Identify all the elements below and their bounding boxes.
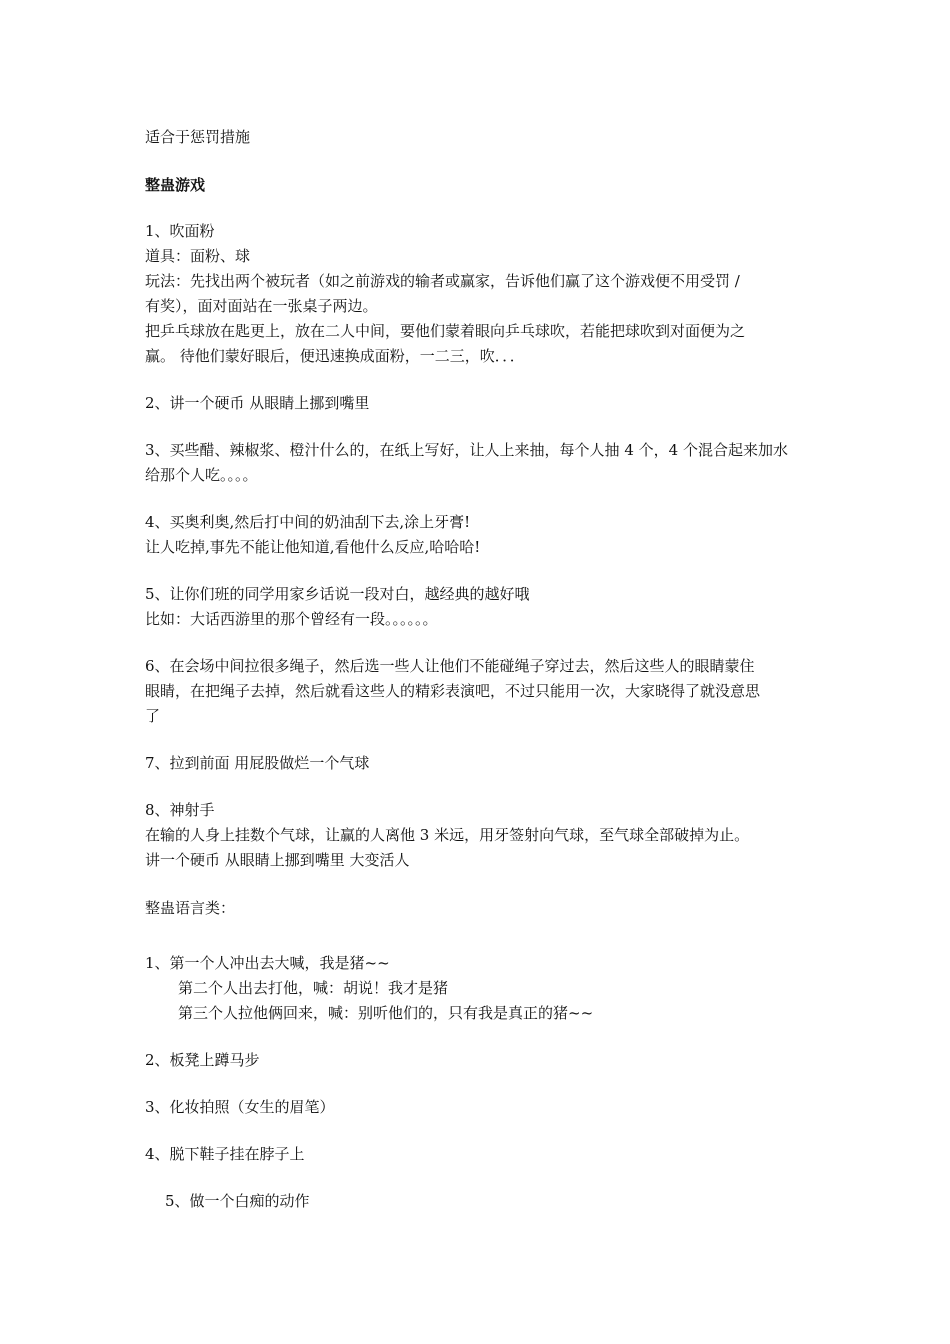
item-4-line1: 4、买奥利奥,然后打中间的奶油刮下去,涂上牙膏! (145, 513, 471, 531)
item-1-rules-line4: 赢。 待他们蒙好眼后，便迅速换成面粉，一二三，吹．．． (145, 347, 525, 365)
item-6-line2: 眼睛，在把绳子去掉，然后就看这些人的精彩表演吧，不过只能用一次，大家晓得了就没意思 (145, 682, 761, 700)
item-1-rules-line1: 玩法：先找出两个被玩者（如之前游戏的输者或赢家，告诉他们赢了这个游戏便不用受罚 / (145, 272, 740, 290)
lang-item-5: 5、做一个白痴的动作 (165, 1192, 310, 1210)
item-1-props: 道具：面粉、球 (145, 247, 251, 265)
section-title-pranks: 整蛊游戏 (145, 176, 206, 194)
lang-item-3: 3、化妆拍照（女生的眉笔） (145, 1098, 335, 1116)
item-1-title: 1、吹面粉 (145, 222, 215, 240)
item-1-rules-line2: 有奖），面对面站在一张桌子两边。 (145, 297, 378, 315)
item-6-line1: 6、在会场中间拉很多绳子，然后选一些人让他们不能碰绳子穿过去，然后这些人的眼睛蒙住 (145, 657, 755, 675)
item-3-line1: 3、买些醋、辣椒浆、橙汁什么的，在纸上写好，让人上来抽，每个人抽 4 个，4 个混合起来加水 (145, 441, 788, 459)
item-1-rules-line3: 把乒乓球放在匙更上，放在二人中间，要他们蒙着眼向乒乓球吹，若能把球吹到对面便为之 (145, 322, 746, 340)
item-6-line3: 了 (145, 707, 161, 725)
intro-line: 适合于惩罚措施 (145, 128, 251, 146)
item-2: 2、讲一个硬币 从眼睛上挪到嘴里 (145, 394, 370, 412)
item-3-line2: 给那个人吃。。。。 (145, 466, 258, 484)
section-title-language: 整蛊语言类： (145, 899, 236, 917)
lang-item-1-line1: 1、第一个人冲出去大喊，我是猪~~ (145, 954, 390, 972)
item-8-line1: 在输的人身上挂数个气球，让赢的人离他 3 米远，用牙签射向气球，至气球全部破掉为止。 (145, 826, 750, 844)
lang-item-4: 4、脱下鞋子挂在脖子上 (145, 1145, 305, 1163)
lang-item-1-line2: 第二个人出去打他，喊：胡说！我才是猪 (178, 979, 449, 997)
item-5-line2: 比如：大话西游里的那个曾经有一段。。。。。。 (145, 610, 438, 628)
item-7: 7、拉到前面 用屁股做烂一个气球 (145, 754, 370, 772)
item-4-line2: 让人吃掉,事先不能让他知道,看他什么反应,哈哈哈! (145, 538, 481, 556)
lang-item-1-line3: 第三个人拉他俩回来，喊：别听他们的，只有我是真正的猪~~ (178, 1004, 594, 1022)
item-8-line2: 讲一个硬币 从眼睛上挪到嘴里 大变活人 (145, 851, 410, 869)
item-5-line1: 5、让你们班的同学用家乡话说一段对白，越经典的越好哦 (145, 585, 530, 603)
lang-item-2: 2、板凳上蹲马步 (145, 1051, 260, 1069)
item-8-title: 8、神射手 (145, 801, 215, 819)
